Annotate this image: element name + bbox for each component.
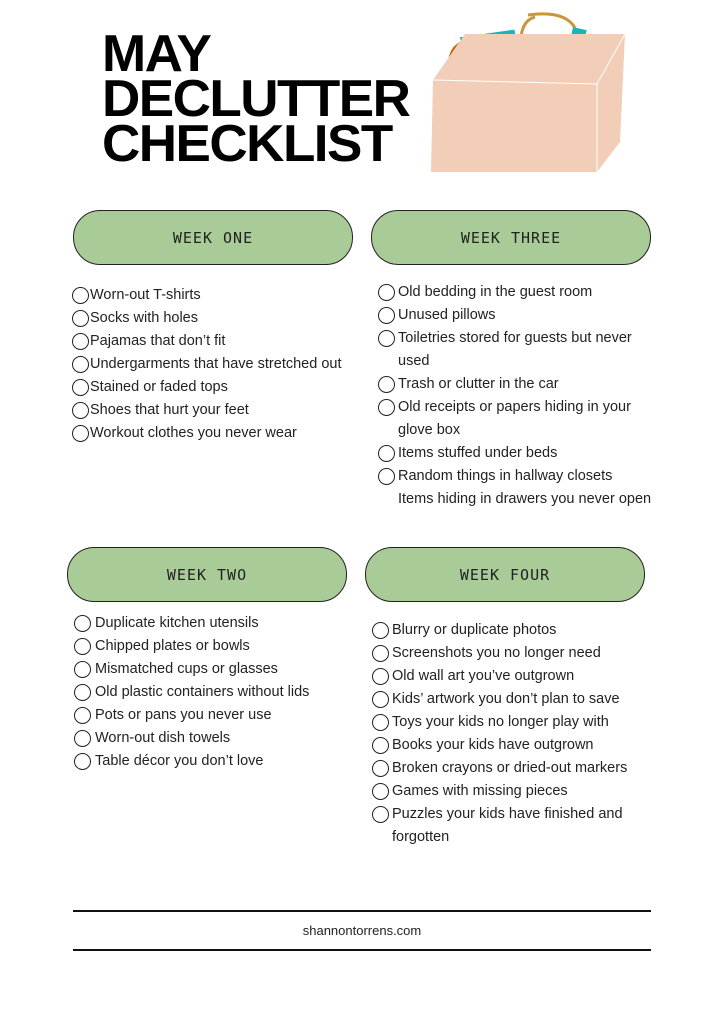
checklist-item-label: Pajamas that don’t fit — [90, 333, 226, 349]
checkbox-circle-icon[interactable] — [372, 714, 389, 731]
checklist-item-label: Old receipts or papers hiding in your glove box — [398, 399, 631, 438]
checkbox-circle-icon[interactable] — [372, 806, 389, 823]
checklist-item — [398, 327, 653, 373]
checklist-item — [398, 396, 653, 442]
checklist-item — [90, 307, 370, 330]
checkbox-circle-icon[interactable] — [378, 399, 395, 416]
checklist-item — [90, 284, 370, 307]
checklist-item — [90, 422, 370, 445]
checkbox-circle-icon[interactable] — [74, 638, 91, 655]
checklist-item-label: Puzzles your kids have finished and forgotten — [392, 806, 623, 845]
checkbox-circle-icon[interactable] — [72, 333, 89, 350]
checkbox-circle-icon[interactable] — [74, 684, 91, 701]
checklist-item — [398, 488, 653, 511]
checklist-item-label: Duplicate kitchen utensils — [95, 615, 259, 631]
checkbox-circle-icon[interactable] — [72, 379, 89, 396]
checklist-item — [398, 373, 653, 396]
checklist-item — [90, 353, 370, 376]
checkbox-circle-icon[interactable] — [372, 737, 389, 754]
checklist-item-label: Shoes that hurt your feet — [90, 402, 249, 418]
checkbox-circle-icon[interactable] — [378, 330, 395, 347]
checklist-item — [95, 704, 355, 727]
week-one-list — [90, 284, 370, 445]
checkbox-circle-icon[interactable] — [372, 645, 389, 662]
checklist-item-label: Stained or faded tops — [90, 379, 228, 395]
checklist-item-label: Workout clothes you never wear — [90, 425, 297, 441]
checklist-item — [90, 330, 370, 353]
footer-bottom-divider — [73, 949, 651, 951]
checklist-item — [392, 688, 654, 711]
checkbox-circle-icon[interactable] — [378, 445, 395, 462]
checklist-item-label: Old plastic containers without lids — [95, 684, 310, 700]
checkbox-circle-icon[interactable] — [372, 668, 389, 685]
checkbox-circle-icon[interactable] — [74, 730, 91, 747]
checklist-item — [95, 658, 355, 681]
checklist-item-label: Undergarments that have stretched out — [90, 356, 342, 372]
checklist-item-label: Worn-out T-shirts — [90, 287, 201, 303]
checklist-item-label: Books your kids have outgrown — [392, 737, 594, 753]
checkbox-circle-icon[interactable] — [372, 760, 389, 777]
title-line: CHECKLIST — [102, 115, 392, 173]
checklist-item-label: Kids’ artwork you don’t plan to save — [392, 691, 620, 707]
checklist-item-label: Broken crayons or dried-out markers — [392, 760, 628, 776]
checklist-item-label: Chipped plates or bowls — [95, 638, 250, 654]
checklist-item-label: Toys your kids no longer play with — [392, 714, 609, 730]
week-four-header: WEEK FOUR — [365, 547, 645, 602]
checklist-item — [398, 304, 653, 327]
checklist-item — [392, 757, 654, 780]
checklist-item — [95, 727, 355, 750]
page-title — [102, 25, 410, 173]
checkbox-circle-icon[interactable] — [72, 310, 89, 327]
checklist-item — [398, 465, 653, 488]
week-three-list — [398, 281, 653, 511]
checklist-item-label: Mismatched cups or glasses — [95, 661, 278, 677]
checklist-item-label: Trash or clutter in the car — [398, 376, 559, 392]
checklist-item-label: Games with missing pieces — [392, 783, 568, 799]
checkbox-circle-icon[interactable] — [74, 707, 91, 724]
week-two-list — [95, 612, 355, 773]
checklist-item — [90, 399, 370, 422]
week-one-header: WEEK ONE — [73, 210, 353, 265]
checklist-item — [398, 442, 653, 465]
checklist-item-label: Pots or pans you never use — [95, 707, 272, 723]
checklist-item-label: Random things in hallway closets — [398, 468, 613, 484]
checklist-item — [392, 642, 654, 665]
title-line: MAY — [102, 25, 211, 83]
checklist-item — [90, 376, 370, 399]
checklist-item — [95, 681, 355, 704]
checkbox-circle-icon[interactable] — [74, 661, 91, 678]
checkbox-circle-icon[interactable] — [72, 356, 89, 373]
checklist-item-label: Old bedding in the guest room — [398, 284, 593, 300]
checkbox-circle-icon[interactable] — [72, 287, 89, 304]
checklist-item-label: Old wall art you’ve outgrown — [392, 668, 575, 684]
checklist-item — [95, 612, 355, 635]
checklist-item-label: Worn-out dish towels — [95, 730, 231, 746]
week-two-header: WEEK TWO — [67, 547, 347, 602]
checkbox-circle-icon[interactable] — [72, 402, 89, 419]
checklist-item-label: Items hiding in drawers you never open — [398, 491, 652, 507]
checkbox-circle-icon[interactable] — [372, 691, 389, 708]
title-line: DECLUTTER — [102, 70, 410, 128]
checkbox-circle-icon[interactable] — [378, 468, 395, 485]
checklist-item-label: Socks with holes — [90, 310, 198, 326]
checklist-item — [95, 750, 355, 773]
checklist-item — [392, 619, 654, 642]
week-four-list — [392, 619, 654, 849]
checkbox-circle-icon[interactable] — [74, 615, 91, 632]
checklist-item-label: Toiletries stored for guests but never used — [398, 330, 632, 369]
checklist-item — [392, 711, 654, 734]
checklist-item — [392, 734, 654, 757]
checkbox-circle-icon[interactable] — [378, 307, 395, 324]
checklist-item-label: Items stuffed under beds — [398, 445, 558, 461]
checklist-item — [392, 665, 654, 688]
checklist-item-label: Table décor you don’t love — [95, 753, 264, 769]
checklist-item-label: Unused pillows — [398, 307, 496, 323]
checkbox-circle-icon[interactable] — [378, 376, 395, 393]
checkbox-circle-icon[interactable] — [372, 622, 389, 639]
declutter-box-illustration — [425, 12, 630, 182]
checkbox-circle-icon[interactable] — [74, 753, 91, 770]
checklist-item-label: Blurry or duplicate photos — [392, 622, 557, 638]
checklist-item-label: Screenshots you no longer need — [392, 645, 601, 661]
footer-website: shannontorrens.com — [302, 923, 422, 938]
checkbox-circle-icon[interactable] — [378, 284, 395, 301]
footer-top-divider — [73, 910, 651, 912]
checkbox-circle-icon[interactable] — [372, 783, 389, 800]
week-three-header: WEEK THREE — [371, 210, 651, 265]
checklist-item — [392, 780, 654, 803]
checklist-item — [95, 635, 355, 658]
checklist-item — [398, 281, 653, 304]
checkbox-circle-icon[interactable] — [72, 425, 89, 442]
checklist-item — [392, 803, 654, 849]
